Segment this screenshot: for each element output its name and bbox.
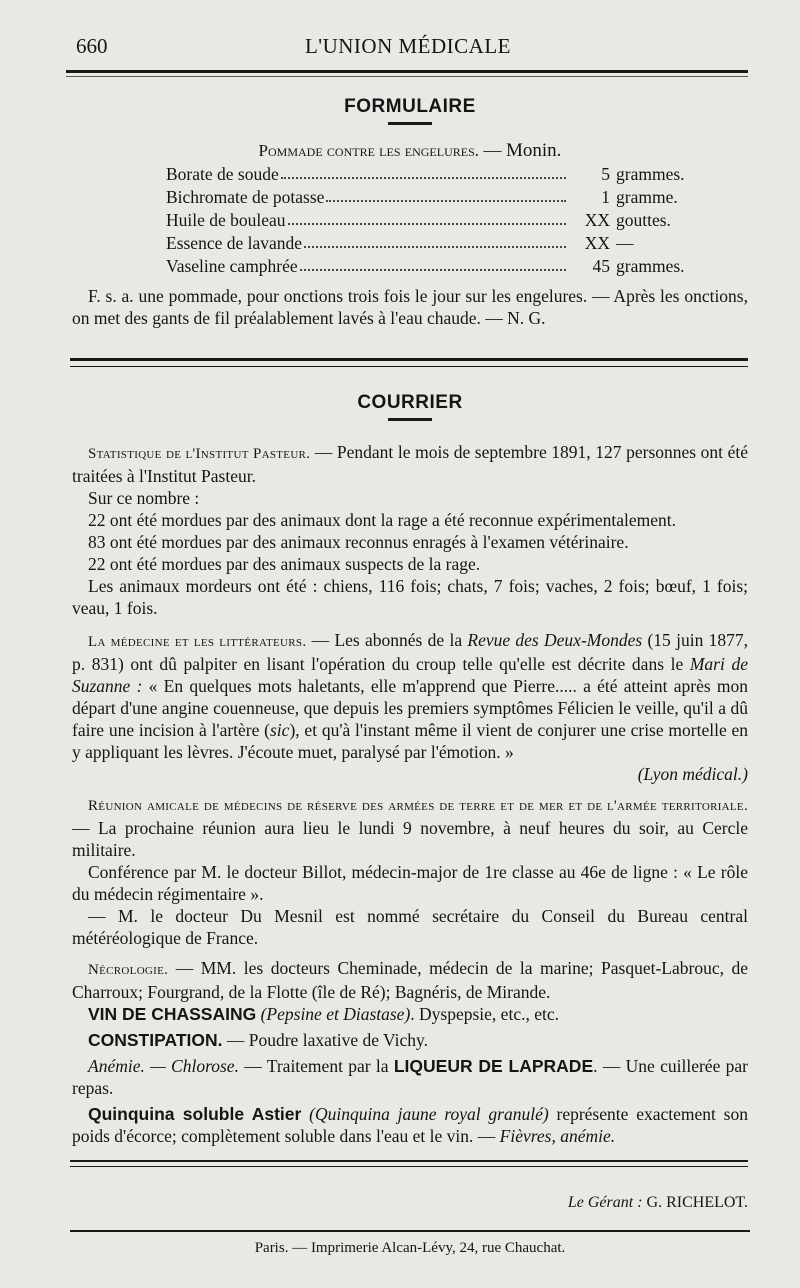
medecine-lead: La médecine et les littérateurs. (88, 634, 307, 650)
page-number: 660 (76, 34, 108, 58)
section-divider (70, 358, 748, 361)
mesnil-paragraph: — M. le docteur Du Mesnil est nommé secrétaire du Conseil du Bureau central météréologique de France. (72, 906, 748, 948)
formulaire-title: FORMULAIRE (344, 96, 476, 117)
printer-imprint: Paris. — Imprimerie Alcan-Lévy, 24, rue Chauchat. (254, 1240, 566, 1256)
header-rule (66, 70, 748, 73)
medecine-paragraph: La médecine et les littérateurs. — Les abonnés de la Revue des Deux-Mondes (15 juin 1877, p. 831) ont dû palpiter en lisant l'opération du croup telle qu'elle est décrite dans le Mari de Suzanne : « En quelques mots haletants, elle m'apprend que Pierre..... a été atteint après mon départ d'une angine couenneuse, que depuis les premiers symptômes Félicien le veille, qu'il a dû faire une incision à l'artère (sic), et qu'à l'instant même il vient de conjurer une crise mortelle en y appliquant les lèvres. J'écoute muet, paralysé par l'émotion. » (72, 630, 749, 762)
statistique-paragraph: Statistique de l'Institut Pasteur. — Pendant le mois de septembre 1891, 127 personnes ont été traitées à l'Institut Pasteur. (72, 442, 748, 486)
ingredient-row: Borate de soude 5 grammes. (166, 164, 685, 184)
ingredients-list (166, 162, 726, 277)
ingredient-row: Essence de lavande XX — (166, 233, 634, 253)
footer-rule (70, 1230, 750, 1232)
stat-line: 83 ont été mordues par des animaux reconnus enragés à l'examen vétérinaire. (88, 532, 629, 552)
stat-line: 22 ont été mordues par des animaux suspects de la rage. (88, 554, 481, 574)
recipe-instructions: F. s. a. une pommade, pour onctions trois fois le jour sur les engelures. — Après les onctions, on met des gants de fil préalablement lavés à l'eau chaude. — N. G. (72, 286, 748, 328)
section-divider-thin (70, 366, 748, 367)
liqueur-name: LIQUEUR DE LAPRADE (393, 1056, 594, 1076)
signature: Le Gérant : G. RICHELOT. (567, 1194, 748, 1211)
reunion-paragraph: Réunion amicale de médecins de réserve des armées de terre et de mer et de l'armée territoriale. — La prochaine réunion aura lieu le lundi 9 novembre, à neuf heures du soir, au Cercle militaire. (72, 798, 748, 860)
title-rule (388, 418, 432, 421)
running-header (68, 34, 748, 64)
ingredient-row: Vaseline camphrée 45 grammes. (166, 256, 685, 276)
ad-constipation: CONSTIPATION. — Poudre laxative de Vichy. (88, 1030, 428, 1050)
ingredient-row: Huile de bouleau XX gouttes. (166, 210, 671, 230)
conference-paragraph: Conférence par M. le docteur Billot, médecin-major de 1re classe au 46e de ligne : « Le rôle du médecin régimentaire ». (72, 862, 748, 904)
journal-title: L'UNION MÉDICALE (304, 34, 511, 58)
stat-line: 22 ont été mordues par des animaux dont la rage a été reconnue expérimentalement. (88, 510, 676, 530)
courrier-section (72, 392, 748, 1147)
reunion-lead: Réunion amicale de médecins de réserve des armées de terre et de mer et de l'armée territoriale. (88, 798, 748, 814)
ad-vin: VIN DE CHASSAING (Pepsine et Diastase). Dyspepsie, etc., etc. (88, 1004, 559, 1024)
medecine-source: (Lyon médical.) (637, 764, 748, 784)
necrologie-lead: Nécrologie. (88, 962, 169, 978)
constipation-name: CONSTIPATION. (88, 1030, 223, 1050)
ad-liqueur: Anémie. — Chlorose. — Traitement par la LIQUEUR DE LAPRADE. — Une cuillerée par repas. (72, 1056, 749, 1098)
quinquina-name: Quinquina soluble Astier (88, 1104, 302, 1124)
necrologie-paragraph: Nécrologie. — MM. les docteurs Cheminade, médecin de la marine; Pasquet-Labrouc, de Charroux; Fourgrand, de la Flotte (île de Ré); Bagnéris, de Mirande. (72, 958, 748, 1002)
closing-rule (70, 1160, 748, 1162)
closing-rule-thin (70, 1166, 748, 1167)
stat-line: Les animaux mordeurs ont été : chiens, 116 fois; chats, 7 fois; vaches, 2 fois; bœuf, 1 fois; veau, 1 fois. (72, 576, 748, 618)
recipe-title: Pommade contre les engelures. — Monin. (258, 140, 562, 161)
recipe-name: Pommade contre les engelures. (258, 141, 479, 160)
vin-name: VIN DE CHASSAING (88, 1004, 257, 1024)
courrier-title: COURRIER (357, 392, 463, 413)
stat-line: Sur ce nombre : (88, 488, 200, 508)
recipe-author: Monin. (506, 140, 562, 161)
statistique-lead: Statistique de l'Institut Pasteur. (88, 446, 311, 462)
formulaire-section (72, 96, 748, 329)
ingredient-row: Bichromate de potasse 1 gramme. (166, 187, 678, 207)
header-rule-thin (66, 76, 748, 77)
title-rule (388, 122, 432, 125)
ad-quinquina: Quinquina soluble Astier (Quinquina jaune royal granulé) représente exactement son poids d'écorce; complètement soluble dans l'eau et le vin. — Fièvres, anémie. (72, 1104, 748, 1146)
